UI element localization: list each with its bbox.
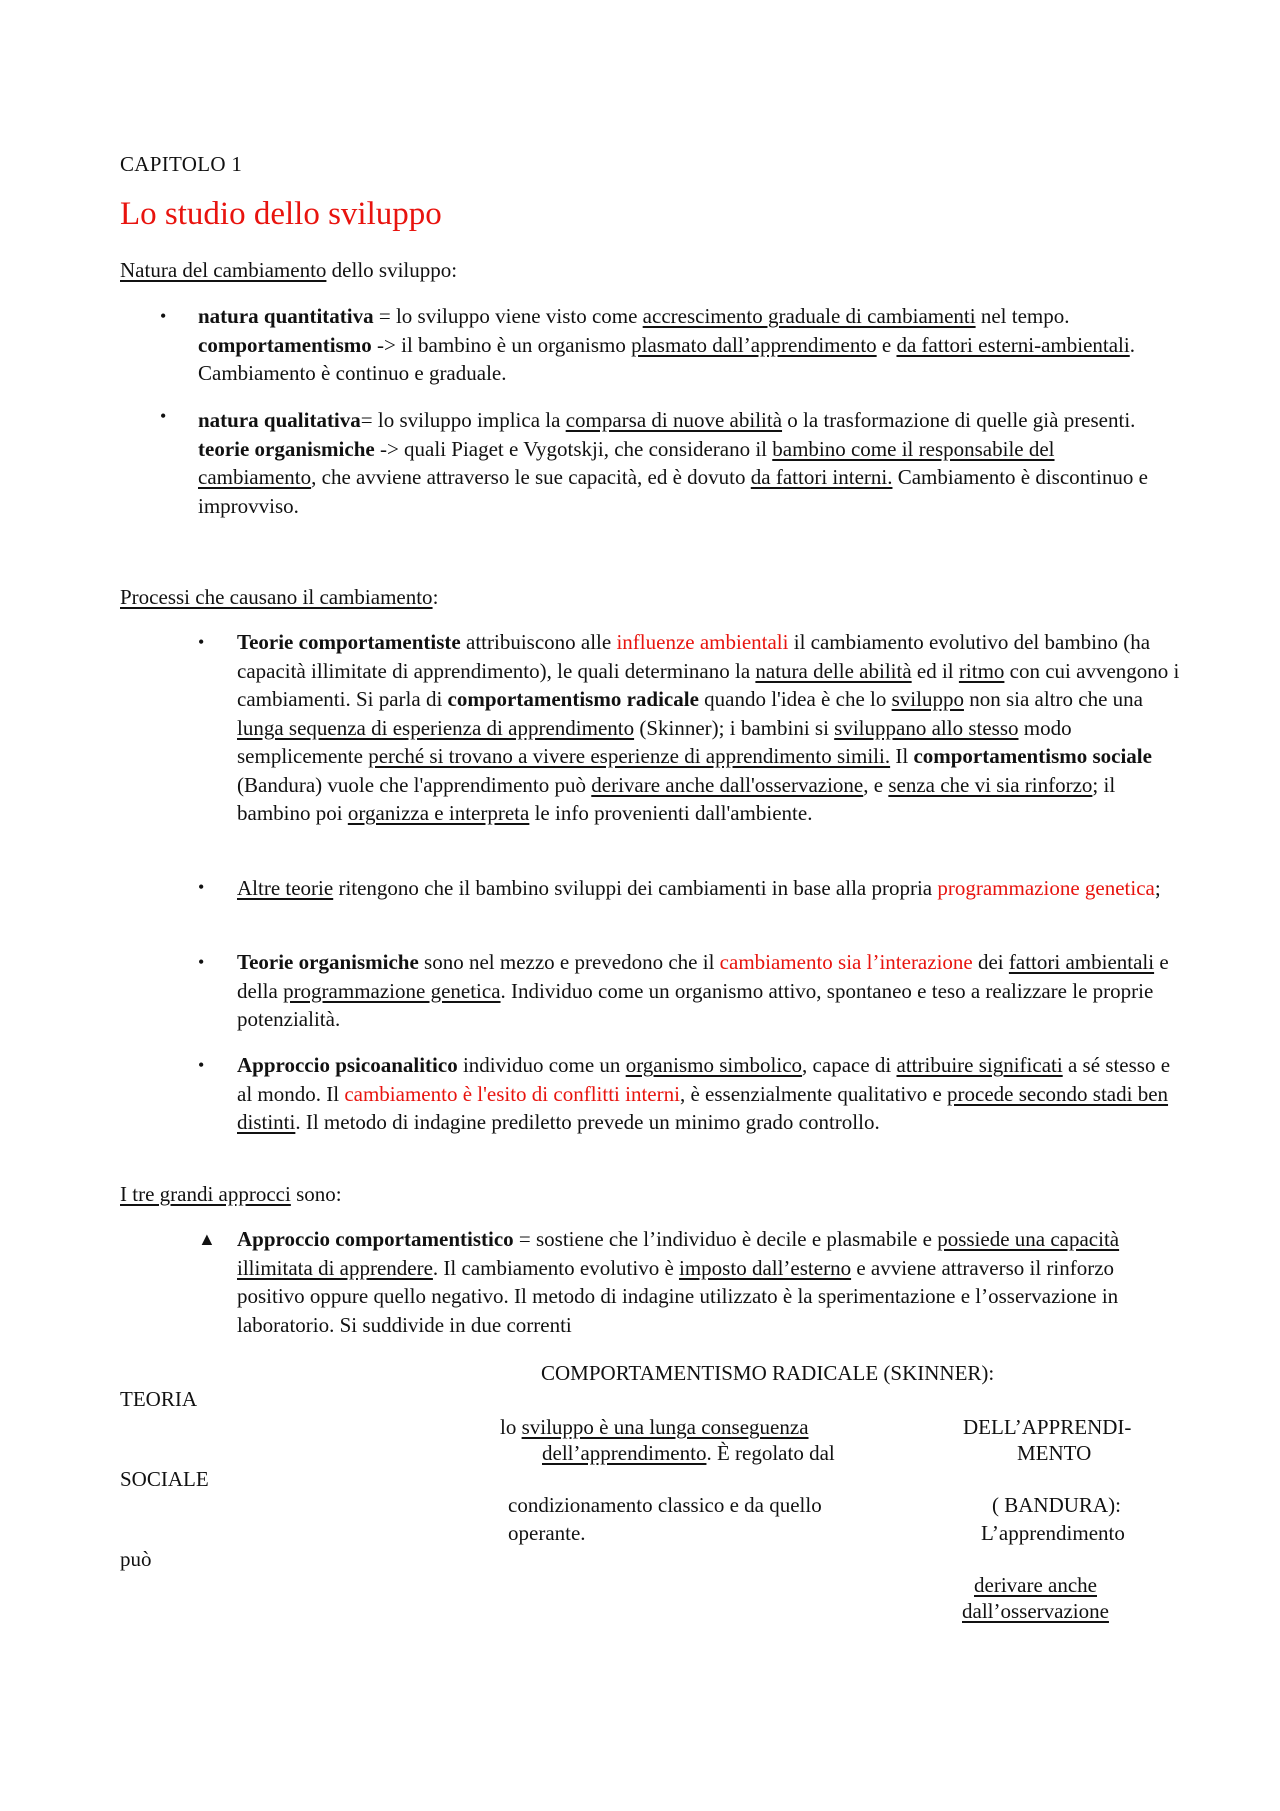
bullet-icon: • xyxy=(198,632,205,652)
middle-column-line: operante. xyxy=(508,1521,586,1545)
list-item-text: Altre teorie ritengono che il bambino sviluppi dei cambiamenti in base alla propria programmazione genetica; xyxy=(237,876,1161,900)
bullet-icon: • xyxy=(160,406,167,426)
left-column-line: TEORIA xyxy=(120,1387,197,1411)
right-column-line: derivare anche xyxy=(974,1573,1097,1597)
list-item-text: Approccio psicoanalitico individuo come un organismo simbolico, capace di attribuire significati a sé stesso e al mondo. Il cambiamento è l'esito di conflitti interni, è essenzialmente qualitativo e procede secondo stadi ben distinti. Il metodo di indagine prediletto prevede un minimo grado controllo. xyxy=(237,1053,1171,1134)
bullet-icon: • xyxy=(198,1055,205,1075)
page-title: Lo studio dello sviluppo xyxy=(120,196,442,232)
bullet-icon: • xyxy=(198,877,205,897)
heading-rest: dello sviluppo: xyxy=(326,258,458,282)
middle-column-line: dell’apprendimento. È regolato dal xyxy=(542,1441,835,1465)
list-item-text: natura qualitativa= lo sviluppo implica la comparsa di nuove abilità o la trasformazione di quelle già presenti. teorie organismiche -> quali Piaget e Vygotskji, che considerano il bambino come il responsabile del cambiamento, che avviene attraverso le sue capacità, ed è dovuto da fattori interni. Cambiamento è discontinuo e improvviso. xyxy=(198,408,1148,518)
bullet-icon: • xyxy=(160,306,167,326)
section-heading-processi: Processi che causano il cambiamento: xyxy=(120,585,439,609)
right-column-line: ( BANDURA): xyxy=(992,1493,1121,1517)
list-item-text: Teorie organismiche sono nel mezzo e prevedono che il cambiamento sia l’interazione dei fattori ambientali e della programmazione genetica. Individuo come un organismo attivo, spontaneo e teso a realizzare le proprie potenzialità. xyxy=(237,950,1169,1031)
section-heading-approcci: I tre grandi approcci sono: xyxy=(120,1182,342,1206)
middle-column-line: lo sviluppo è una lunga conseguenza xyxy=(500,1415,809,1439)
bullet-icon: • xyxy=(198,952,205,972)
middle-column-heading: COMPORTAMENTISMO RADICALE (SKINNER): xyxy=(541,1361,995,1385)
chapter-label: CAPITOLO 1 xyxy=(120,152,243,176)
section-heading-natura xyxy=(120,256,457,285)
right-column-line: DELL’APPRENDI- xyxy=(963,1415,1132,1439)
right-column-line: MENTO xyxy=(1017,1441,1092,1465)
list-item-text: Teorie comportamentiste attribuiscono alle influenze ambientali il cambiamento evolutivo del bambino (ha capacità illimitate di apprendimento), le quali determinano la natura delle abilità ed il ritmo con cui avvengono i cambiamenti. Si parla di comportamentismo radicale quando l'idea è che lo sviluppo non sia altro che una lunga sequenza di esperienza di apprendimento (Skinner); i bambini si sviluppano allo stesso modo semplicemente perché si trovano a vivere esperienze di apprendimento simili. Il comportamentismo sociale (Bandura) vuole che l'apprendimento può derivare anche dall'osservazione, e senza che vi sia rinforzo; il bambino poi organizza e interpreta le info provenienti dall'ambiente. xyxy=(237,630,1180,825)
middle-column-line: condizionamento classico e da quello xyxy=(508,1493,822,1517)
heading-underlined: Natura del cambiamento xyxy=(120,258,327,282)
left-column-line: può xyxy=(120,1547,152,1571)
right-column-line: dall’osservazione xyxy=(962,1599,1109,1623)
list-item-text: natura quantitativa = lo sviluppo viene visto come accrescimento graduale di cambiamenti nel tempo. comportamentismo -> il bambino è un organismo plasmato dall’apprendimento e da fattori esterni-ambientali. Cambiamento è continuo e graduale. xyxy=(198,304,1135,385)
triangle-bullet-icon: ▲ xyxy=(198,1229,216,1249)
list-item-text: Approccio comportamentistico = sostiene che l’individuo è decile e plasmabile e possiede una capacità illimitata di apprendere. Il cambiamento evolutivo è imposto dall’esterno e avviene attraverso il rinforzo positivo oppure quello negativo. Il metodo di indagine utilizzato è la sperimentazione e l’osservazione in laboratorio. Si suddivide in due correnti xyxy=(237,1227,1120,1337)
left-column-line: SOCIALE xyxy=(120,1467,209,1491)
right-column-line: L’apprendimento xyxy=(981,1521,1125,1545)
